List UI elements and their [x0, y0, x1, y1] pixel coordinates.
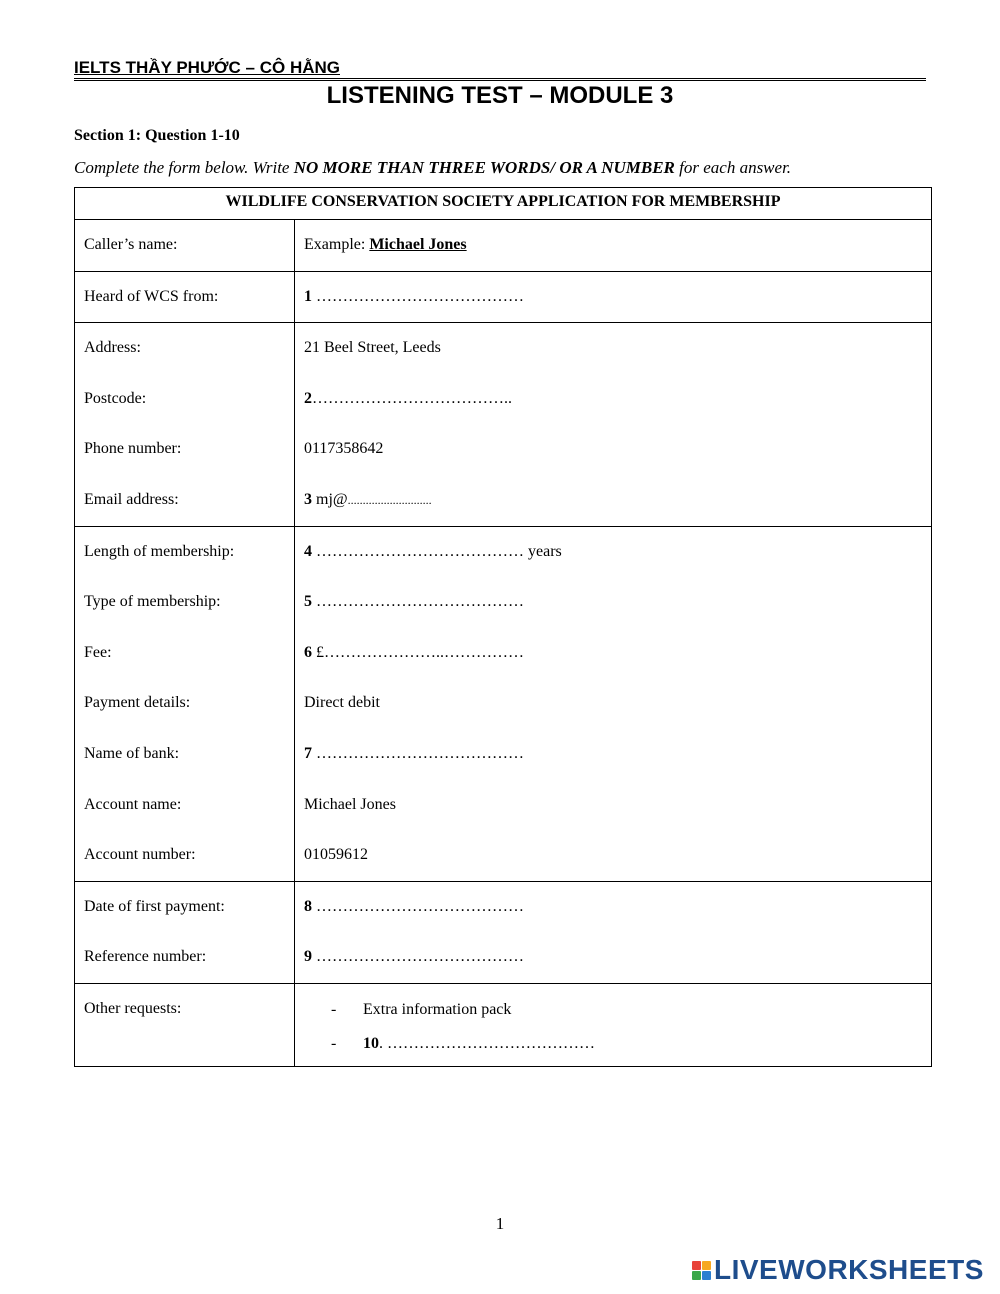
membership-form: [74, 187, 932, 1067]
phone-value: 0117358642: [304, 440, 384, 458]
postcode-label: Postcode:: [84, 389, 147, 407]
other-item-1: - Extra information pack: [331, 1000, 512, 1018]
payment-label: Payment details:: [84, 694, 191, 712]
bank-label: Name of bank:: [84, 744, 180, 762]
page-number: 1: [495, 1214, 505, 1233]
answer-3[interactable]: 3 mj@............................: [304, 490, 432, 508]
length-label: Length of membership:: [84, 542, 235, 560]
answer-2[interactable]: 2………………………………..: [304, 389, 512, 407]
answer-9[interactable]: 9 …………………………………: [304, 948, 524, 966]
account-number-label: Account number:: [84, 846, 196, 864]
type-label: Type of membership:: [84, 593, 221, 611]
other-label: Other requests:: [84, 999, 182, 1017]
email-label: Email address:: [84, 490, 179, 508]
caller-example: Example: Michael Jones: [304, 236, 467, 253]
answer-10[interactable]: - 10. …………………………………: [331, 1034, 595, 1052]
caller-label: Caller’s name:: [84, 236, 178, 253]
account-name-value: Michael Jones: [304, 795, 396, 813]
answer-8[interactable]: 8 …………………………………: [304, 897, 524, 915]
payment-value: Direct debit: [304, 694, 380, 712]
phone-label: Phone number:: [84, 440, 182, 458]
heard-label: Heard of WCS from:: [84, 287, 219, 305]
answer-6[interactable]: 6 £…………………..……………: [304, 643, 524, 661]
answer-5[interactable]: 5 …………………………………: [304, 593, 524, 611]
instructions: Complete the form below. Write NO MORE THAN THREE WORDS/ OR A NUMBER for each answer.: [74, 158, 792, 177]
form-title: WILDLIFE CONSERVATION SOCIETY APPLICATION FOR MEMBERSHIP: [75, 188, 932, 220]
first-payment-label: Date of first payment:: [84, 897, 225, 915]
fee-label: Fee:: [84, 643, 112, 661]
page-title: LISTENING TEST – MODULE 3: [326, 82, 674, 109]
liveworksheets-logo-icon: [692, 1261, 711, 1280]
address-value: 21 Beel Street, Leeds: [304, 339, 441, 357]
answer-7[interactable]: 7 …………………………………: [304, 744, 524, 762]
section-heading: Section 1: Question 1-10: [74, 127, 240, 144]
header-brand: IELTS THẦY PHƯỚC – CÔ HẰNG: [74, 58, 926, 81]
answer-1[interactable]: 1 …………………………………: [304, 287, 524, 305]
account-number-value: 01059612: [304, 846, 368, 864]
answer-4[interactable]: 4 ………………………………… years: [304, 542, 562, 560]
liveworksheets-logo: LIVEWORKSHEETS: [692, 1254, 984, 1286]
account-name-label: Account name:: [84, 795, 182, 813]
reference-label: Reference number:: [84, 948, 207, 966]
address-label: Address:: [84, 339, 141, 357]
